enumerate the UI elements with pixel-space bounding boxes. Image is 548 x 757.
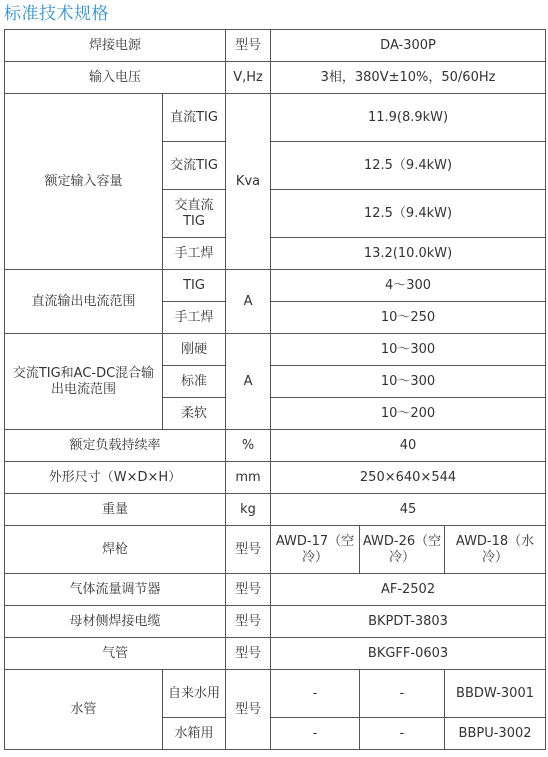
spec-table [4,29,546,750]
row-sub-label: 刚硬 [163,334,226,366]
row-label: 焊枪 [5,526,226,574]
row-unit: 型号 [226,670,271,750]
table-row [5,494,546,526]
row-sub-label: 水箱用 [163,718,226,750]
table-row [5,270,546,302]
row-unit: mm [226,462,271,494]
row-sub-label: 手工焊 [163,302,226,334]
row-sub-label: 手工焊 [163,238,226,270]
row-value: AF-2502 [271,574,546,606]
row-value: - [360,670,445,718]
row-unit: 型号 [226,606,271,638]
row-sub-label: 柔软 [163,398,226,430]
row-sub-label: TIG [163,270,226,302]
row-value: AWD-17（空冷） [271,526,360,574]
row-label: 气管 [5,638,226,670]
row-label: 气体流量调节器 [5,574,226,606]
row-unit: 型号 [226,574,271,606]
row-value: BBDW-3001 [445,670,546,718]
row-value: DA-300P [271,30,546,62]
row-unit: % [226,430,271,462]
row-label: 焊接电源 [5,30,226,62]
row-sub-label: 直流TIG [163,94,226,142]
row-unit: Kva [226,94,271,270]
row-value: 40 [271,430,546,462]
row-sub-label: 标准 [163,366,226,398]
row-value: 10～200 [271,398,546,430]
row-label: 水管 [5,670,163,750]
row-value: 4～300 [271,270,546,302]
row-value: 250×640×544 [271,462,546,494]
table-row [5,638,546,670]
row-value: - [271,718,360,750]
row-sub-label: 交流TIG [163,142,226,190]
row-value: 12.5（9.4kW) [271,142,546,190]
row-label: 外形尺寸（W×D×H） [5,462,226,494]
row-unit: 型号 [226,638,271,670]
row-value: AWD-26（空冷） [360,526,445,574]
row-label: 交流TIG和AC-DC混合输出电流范围 [5,334,163,430]
row-label: 重量 [5,494,226,526]
row-unit: 型号 [226,30,271,62]
row-value: AWD-18（水冷） [445,526,546,574]
row-value: BKGFF-0603 [271,638,546,670]
row-unit: 型号 [226,526,271,574]
row-unit: A [226,270,271,334]
table-row [5,606,546,638]
row-label: 输入电压 [5,62,226,94]
row-value: 3相，380V±10%，50/60Hz [271,62,546,94]
row-value: BKPDT-3803 [271,606,546,638]
row-value: 13.2(10.0kW) [271,238,546,270]
row-sub-label: 自来水用 [163,670,226,718]
row-value: 10～300 [271,366,546,398]
row-value: - [360,718,445,750]
row-label: 母材侧焊接电缆 [5,606,226,638]
row-label: 直流输出电流范围 [5,270,163,334]
row-value: - [271,670,360,718]
row-sub-label: 交直流TIG [163,190,226,238]
table-row [5,574,546,606]
row-unit: kg [226,494,271,526]
row-value: 10～300 [271,334,546,366]
table-row [5,334,546,366]
table-row [5,670,546,718]
table-row [5,430,546,462]
table-row [5,30,546,62]
row-value: 12.5（9.4kW) [271,190,546,238]
row-value: BBPU-3002 [445,718,546,750]
row-value: 10～250 [271,302,546,334]
table-row [5,526,546,574]
table-row [5,62,546,94]
table-row [5,462,546,494]
row-label: 额定输入容量 [5,94,163,270]
table-row [5,94,546,142]
row-unit: V,Hz [226,62,271,94]
row-value: 45 [271,494,546,526]
row-unit: A [226,334,271,430]
row-value: 11.9(8.9kW) [271,94,546,142]
page-title: 标准技术规格 [4,4,109,24]
row-label: 额定负载持续率 [5,430,226,462]
